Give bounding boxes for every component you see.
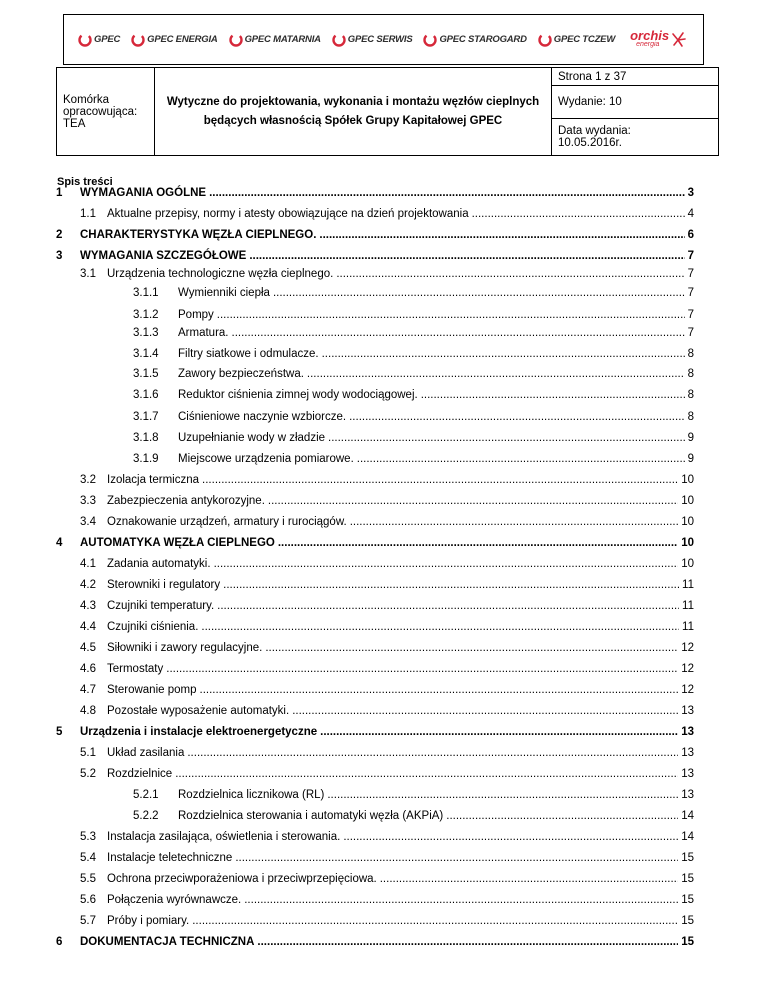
toc-entry-page: 11 (682, 579, 694, 591)
toc-entry-title: Termostaty (107, 663, 164, 675)
toc-leader-dots (319, 229, 684, 241)
logo-gpec-tczew (538, 33, 615, 47)
toc-entry[interactable] (56, 936, 694, 952)
toc-entry[interactable] (133, 309, 694, 325)
toc-entry-page: 9 (687, 453, 694, 465)
toc-leader-dots (320, 726, 678, 738)
toc-entry-title: Uzupełnianie wody w zładzie (178, 432, 326, 444)
toc-entry-page: 10 (681, 537, 694, 549)
toc-entry-page: 15 (681, 894, 694, 906)
toc-entry-page: 7 (687, 250, 694, 262)
toc-entry-page: 12 (681, 642, 694, 654)
toc-entry-number: 4.2 (80, 579, 96, 591)
toc-entry[interactable] (80, 600, 694, 616)
toc-leader-dots (349, 411, 684, 423)
toc-entry[interactable] (56, 537, 694, 553)
toc-entry-title: Zawory bezpieczeństwa. (178, 368, 304, 380)
toc-entry-page: 8 (687, 411, 694, 423)
toc-entry[interactable] (80, 474, 694, 490)
toc-entry-title: Sterowanie pomp (107, 684, 197, 696)
toc-entry-page: 10 (681, 495, 694, 507)
toc-entry-title: Siłowniki i zawory regulacyjne. (107, 642, 263, 654)
toc-entry[interactable] (133, 810, 694, 826)
toc-entry-title: Urządzenia i instalacje elektroenergetyczne (80, 726, 318, 738)
toc-entry-number: 4.1 (80, 558, 96, 570)
toc-entry-page: 10 (681, 558, 694, 570)
toc-entry-title: Zabezpieczenia antykorozyjne. (107, 495, 265, 507)
toc-entry-title: DOKUMENTACJA TECHNICZNA (80, 936, 255, 948)
toc-entry-number: 4.6 (80, 663, 96, 675)
toc-entry-page: 13 (681, 747, 694, 759)
toc-entry-number: 5.6 (80, 894, 96, 906)
toc-entry-number: 3.1.7 (133, 411, 159, 423)
toc-leader-dots (380, 873, 678, 885)
toc-leader-dots (307, 368, 685, 380)
toc-entry-number: 3.1.4 (133, 348, 159, 360)
toc-leader-dots (343, 831, 678, 843)
toc-entry-page: 8 (687, 389, 694, 401)
toc-entry-title: Wymienniki ciepła (178, 287, 270, 299)
toc-entry-page: 14 (681, 831, 694, 843)
toc-leader-dots (209, 187, 685, 199)
toc-entry[interactable] (133, 432, 694, 448)
logo-gpec-starogard-label: GPEC STAROGARD (439, 34, 527, 45)
toc-entry[interactable] (133, 368, 694, 384)
toc-entry[interactable] (80, 684, 694, 700)
toc-leader-dots (350, 516, 679, 528)
gpec-logo-icon (423, 33, 437, 47)
toc-entry-page: 8 (687, 348, 694, 360)
toc-entry-number: 5.2 (80, 768, 96, 780)
toc-entry-title: Pozostałe wyposażenie automatyki. (107, 705, 290, 717)
toc-entry-number: 3.1.5 (133, 368, 159, 380)
toc-leader-dots (278, 537, 678, 549)
toc-entry-number: 5.7 (80, 915, 96, 927)
toc-entry-number: 5.4 (80, 852, 96, 864)
edition: Wydanie: 10 (558, 96, 622, 108)
toc-entry-page: 6 (687, 229, 694, 241)
toc-entry[interactable] (80, 663, 694, 679)
toc-entry-title: Ochrona przeciwporażeniowa i przeciwprzepięciowa. (107, 873, 377, 885)
toc-entry-number: 5.2.1 (133, 789, 159, 801)
toc-entry[interactable] (133, 789, 694, 805)
toc-entry-number: 4 (56, 537, 63, 549)
toc-leader-dots (217, 600, 679, 612)
toc-entry-title: CHARAKTERYSTYKA WĘZŁA CIEPLNEGO. (80, 229, 317, 241)
toc-entry-page: 14 (681, 810, 694, 822)
toc-entry[interactable] (80, 495, 694, 511)
date-cell (552, 119, 719, 156)
toc-entry-title: Rozdzielnica sterowania i automatyki węzła (AKPiA) (178, 810, 444, 822)
toc-leader-dots (322, 348, 685, 360)
toc-entry-number: 3.1.2 (133, 309, 159, 321)
toc-entry[interactable] (133, 327, 694, 343)
toc-entry-title: Czujniki ciśnienia. (107, 621, 199, 633)
date-label: Data wydania: (558, 125, 631, 137)
toc-entry[interactable] (80, 579, 694, 595)
toc-entry-title: Próby i pomiary. (107, 915, 190, 927)
toc-entry-number: 6 (56, 936, 63, 948)
toc-entry-page: 7 (687, 287, 694, 299)
toc-entry-title: Izolacja termiczna (107, 474, 200, 486)
toc-leader-dots (249, 250, 684, 262)
toc-entry-number: 5.1 (80, 747, 96, 759)
toc-leader-dots (328, 432, 685, 444)
toc-leader-dots (336, 268, 684, 280)
toc-leader-dots (235, 852, 678, 864)
toc-entry-page: 12 (681, 663, 694, 675)
document-title: Wytyczne do projektowania, wykonania i montażu węzłów cieplnych będących własnością Spółek Grupy Kapitałowej GPEC (155, 68, 552, 156)
unit-cell (57, 68, 155, 156)
toc-entry-number: 3.4 (80, 516, 96, 528)
toc-leader-dots (446, 810, 678, 822)
toc-entry-page: 3 (687, 187, 694, 199)
toc-leader-dots (472, 208, 685, 220)
toc-entry-number: 1 (56, 187, 63, 199)
toc-entry-page: 15 (681, 915, 694, 927)
toc-leader-dots (200, 684, 679, 696)
toc-entry-number: 3.2 (80, 474, 96, 486)
toc-entry-number: 4.5 (80, 642, 96, 654)
unit-label-1: Komórka (63, 93, 110, 106)
page-cell (552, 68, 719, 86)
toc-entry[interactable] (80, 915, 694, 931)
toc-leader-dots (175, 768, 678, 780)
logo-gpec-tczew-label: GPEC TCZEW (553, 34, 616, 45)
toc-leader-dots (217, 309, 685, 321)
toc-entry-page: 4 (687, 208, 694, 220)
toc-entry-page: 15 (681, 852, 694, 864)
toc-entry[interactable] (80, 208, 694, 224)
gpec-logo-icon (78, 33, 92, 47)
toc-entry-number: 5.3 (80, 831, 96, 843)
logo-gpec-label: GPEC (94, 34, 121, 45)
orchis-flower-icon (670, 31, 686, 49)
toc-entry-title: WYMAGANIA SZCZEGÓŁOWE (80, 250, 247, 262)
toc-entry-title: Czujniki temperatury. (107, 600, 215, 612)
logo-gpec-energia-label: GPEC ENERGIA (147, 34, 218, 45)
toc-entry[interactable] (56, 726, 694, 742)
toc-entry-number: 5 (56, 726, 63, 738)
orchis-sub: energia (636, 40, 660, 48)
toc-entry-page: 8 (687, 368, 694, 380)
toc-entry-number: 3.1.1 (133, 287, 159, 299)
toc-entry-title: Miejscowe urządzenia pomiarowe. (178, 453, 354, 465)
toc-entry-title: Pompy (178, 309, 214, 321)
toc-entry[interactable] (133, 287, 694, 303)
toc-leader-dots (265, 642, 678, 654)
toc-leader-dots (257, 936, 678, 948)
toc-entry-page: 7 (687, 309, 694, 321)
toc-entry[interactable] (80, 852, 694, 868)
toc-entry-number: 5.2.2 (133, 810, 159, 822)
toc-leader-dots (232, 327, 685, 339)
page-number: Strona 1 z 37 (558, 70, 627, 83)
toc-entry-title: Połączenia wyrównawcze. (107, 894, 242, 906)
toc-entry-title: Sterowniki i regulatory (107, 579, 221, 591)
toc-entry[interactable] (133, 411, 694, 427)
unit-label-2: opracowująca: (63, 105, 138, 118)
logo-gpec-matarnia-label: GPEC MATARNIA (244, 34, 321, 45)
date-value: 10.05.2016r. (558, 137, 622, 149)
toc-entry-number: 4.8 (80, 705, 96, 717)
toc-entry-number: 3.1.9 (133, 453, 159, 465)
toc-entry-page: 13 (681, 726, 694, 738)
toc-entry-title: Reduktor ciśnienia zimnej wody wodociągowej. (178, 389, 418, 401)
toc-entry-page: 7 (687, 268, 694, 280)
toc-entry-number: 3.1.8 (133, 432, 159, 444)
toc-entry-page: 11 (682, 600, 694, 612)
toc-entry[interactable] (56, 229, 694, 245)
toc-entry-number: 3.1 (80, 268, 96, 280)
orchis-name: orchis (630, 27, 670, 43)
toc-entry[interactable] (80, 558, 694, 574)
logo-bar (63, 14, 704, 65)
logo-gpec-serwis (332, 33, 413, 47)
toc-leader-dots (202, 474, 678, 486)
toc-entry-number: 5.5 (80, 873, 96, 885)
toc-entry-number: 4.3 (80, 600, 96, 612)
toc-entry-number: 3 (56, 250, 63, 262)
toc-entry-page: 15 (681, 873, 694, 885)
logo-gpec-starogard (423, 33, 526, 47)
toc-leader-dots (214, 558, 679, 570)
gpec-logo-icon (538, 33, 552, 47)
toc-entry-number: 4.7 (80, 684, 96, 696)
toc-entry-title: Oznakowanie urządzeń, armatury i rurociągów. (107, 516, 347, 528)
logo-orchis (630, 27, 686, 49)
toc-entry-title: Aktualne przepisy, normy i atesty obowiązujące na dzień projektowania (107, 208, 469, 220)
logo-gpec (78, 33, 120, 47)
toc-leader-dots (268, 495, 678, 507)
toc-leader-dots (244, 894, 678, 906)
edition-cell (552, 86, 719, 119)
toc-entry-page: 11 (682, 621, 694, 633)
toc-entry[interactable] (56, 187, 694, 203)
toc-entry-title: Rozdzielnica licznikowa (RL) (178, 789, 325, 801)
gpec-logo-icon (332, 33, 346, 47)
toc-entry[interactable] (80, 894, 694, 910)
toc-entry-page: 15 (681, 936, 694, 948)
logo-gpec-serwis-label: GPEC SERWIS (347, 34, 413, 45)
toc-leader-dots (223, 579, 679, 591)
toc-entry[interactable] (56, 250, 694, 266)
toc-entry[interactable] (80, 516, 694, 532)
toc-entry-title: Armatura. (178, 327, 229, 339)
logo-gpec-matarnia (229, 33, 321, 47)
toc-entry-title: Filtry siatkowe i odmulacze. (178, 348, 319, 360)
toc-entry-title: Zadania automatyki. (107, 558, 211, 570)
toc-leader-dots (273, 287, 685, 299)
toc-entry-page: 9 (687, 432, 694, 444)
toc-entry[interactable] (80, 621, 694, 637)
toc-entry[interactable] (133, 453, 694, 469)
gpec-logo-icon (229, 33, 243, 47)
toc-leader-dots (166, 663, 678, 675)
toc-entry-title: Rozdzielnice (107, 768, 173, 780)
toc-leader-dots (187, 747, 678, 759)
toc-entry[interactable] (80, 268, 694, 284)
toc-entry-title: Ciśnieniowe naczynie wzbiorcze. (178, 411, 347, 423)
toc-entry[interactable] (133, 348, 694, 364)
toc-entry-page: 13 (681, 768, 694, 780)
toc-entry-title: Instalacja zasilająca, oświetlenia i sterowania. (107, 831, 341, 843)
toc-entry-number: 2 (56, 229, 63, 241)
toc-entry-number: 1.1 (80, 208, 96, 220)
unit-value: TEA (63, 117, 86, 130)
toc-entry[interactable] (80, 642, 694, 658)
logo-gpec-energia (131, 33, 217, 47)
toc-leader-dots (292, 705, 678, 717)
toc-entry-title: Układ zasilania (107, 747, 185, 759)
toc-entry-number: 3.3 (80, 495, 96, 507)
toc-heading: Spis treści (57, 176, 113, 188)
toc-entry-title: Urządzenia technologiczne węzła cieplnego. (107, 268, 334, 280)
toc-entry-title: Instalacje teletechniczne (107, 852, 233, 864)
toc-leader-dots (357, 453, 685, 465)
toc-entry-number: 3.1.6 (133, 389, 159, 401)
toc-leader-dots (327, 789, 678, 801)
toc-leader-dots (192, 915, 678, 927)
toc-entry-page: 13 (681, 705, 694, 717)
toc-entry-page: 10 (681, 474, 694, 486)
toc-entry[interactable] (80, 873, 694, 889)
toc-entry-number: 4.4 (80, 621, 96, 633)
toc-entry-page: 13 (681, 789, 694, 801)
toc-entry[interactable] (80, 831, 694, 847)
toc-entry[interactable] (80, 768, 694, 784)
toc-entry-title: AUTOMATYKA WĘZŁA CIEPLNEGO (80, 537, 275, 549)
gpec-logo-icon (131, 33, 145, 47)
toc-entry-title: WYMAGANIA OGÓLNE (80, 187, 207, 199)
toc-entry-page: 7 (687, 327, 694, 339)
toc-entry[interactable] (133, 389, 694, 405)
toc-entry[interactable] (80, 747, 694, 763)
document-header (56, 67, 719, 156)
toc-entry-number: 3.1.3 (133, 327, 159, 339)
toc-entry-page: 12 (681, 684, 694, 696)
toc-leader-dots (421, 389, 685, 401)
toc-entry[interactable] (80, 705, 694, 721)
toc-entry-page: 10 (681, 516, 694, 528)
toc-leader-dots (201, 621, 679, 633)
